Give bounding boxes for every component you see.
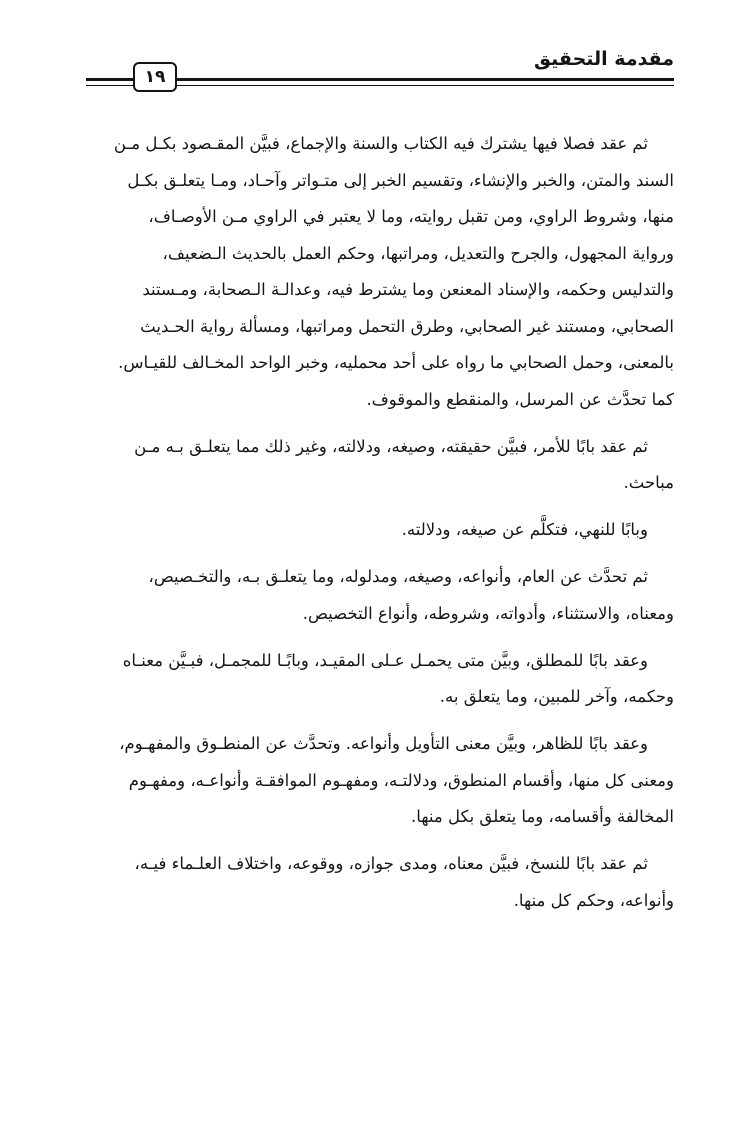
paragraph-general-chapter: ثم تحدَّث عن العام، وأنواعه، وصيغه، ومدلوله، وما يتعلـق بـه، والتخـصيص، ومعناه، والاستثناء، وأدواته، وشروطه، وأنواع التخصيص. xyxy=(148,567,674,623)
paragraph-report-chapter: ثم عقد فصلا فيها يشترك فيه الكتاب والسنة والإجماع، فبيَّن المقـصود بكـل مـن السند والمتن، والخبر والإنشاء، وتقسيم الخبر إلى متـواتر وآحـاد، ومـا يتعلـق بكـل منها، وشروط الراوي، ومن تقبل روايته، وما لا يعتبر في الراوي مـن الأوصـاف، ورواية المجهول، والجرح والتعديل، ومراتبها، وحكم العمل بالحديث الـضعيف، والتدليس وحكمه، والإسناد المعنعن وما يشترط فيه، وعدالـة الـصحابة، ومـستند الصحابي، ومستند غير الصحابي، وطرق التحمل ومراتبها، ومسألة رواية الحـديث بالمعنى، وحمل الصحابي ما رواه على أحد محمليه، وخبر الواحد المخـالف للقيـاس. كما تحدَّث عن المرسل، والمنقطع والموقوف. xyxy=(113,134,674,409)
page-number: ١٩ xyxy=(133,62,177,92)
body-text xyxy=(66,126,674,930)
paragraph-abrogation-chapter: ثم عقد بابًا للنسخ، فبيَّن معناه، ومدى جوازه، ووقوعه، واختلاف العلـماء فيـه، وأنواعه، وحكم كل منها. xyxy=(134,854,674,910)
paragraph-apparent-chapter: وعقد بابًا للظاهر، وبيَّن معنى التأويل وأنواعه. وتحدَّث عن المنطـوق والمفهـوم، ومعنى كل منها، وأقسام المنطوق، ودلالتـه، ومفهـوم الموافقـة وأنواعـه، ومفهـوم المخالفة وأقسامه، وما يتعلق بكل منها. xyxy=(119,734,674,826)
paragraph-absolute-chapter: وعقد بابًا للمطلق، وبيَّن متى يحمـل عـلى المقيـد، وبابًـا للمجمـل، فبـيَّن معنـاه وحكمه، وآخر للمبين، وما يتعلق به. xyxy=(122,650,674,706)
paragraph-command-chapter: ثم عقد بابًا للأمر، فبيَّن حقيقته، وصيغه، ودلالته، وغير ذلك مما يتعلـق بـه مـن مباحث. xyxy=(134,436,674,492)
paragraph-prohibition-chapter: وبابًا للنهي، فتكلَّم عن صيغه، ودلالته. xyxy=(401,520,648,539)
running-header-title: مقدمة التحقيق xyxy=(534,48,674,70)
